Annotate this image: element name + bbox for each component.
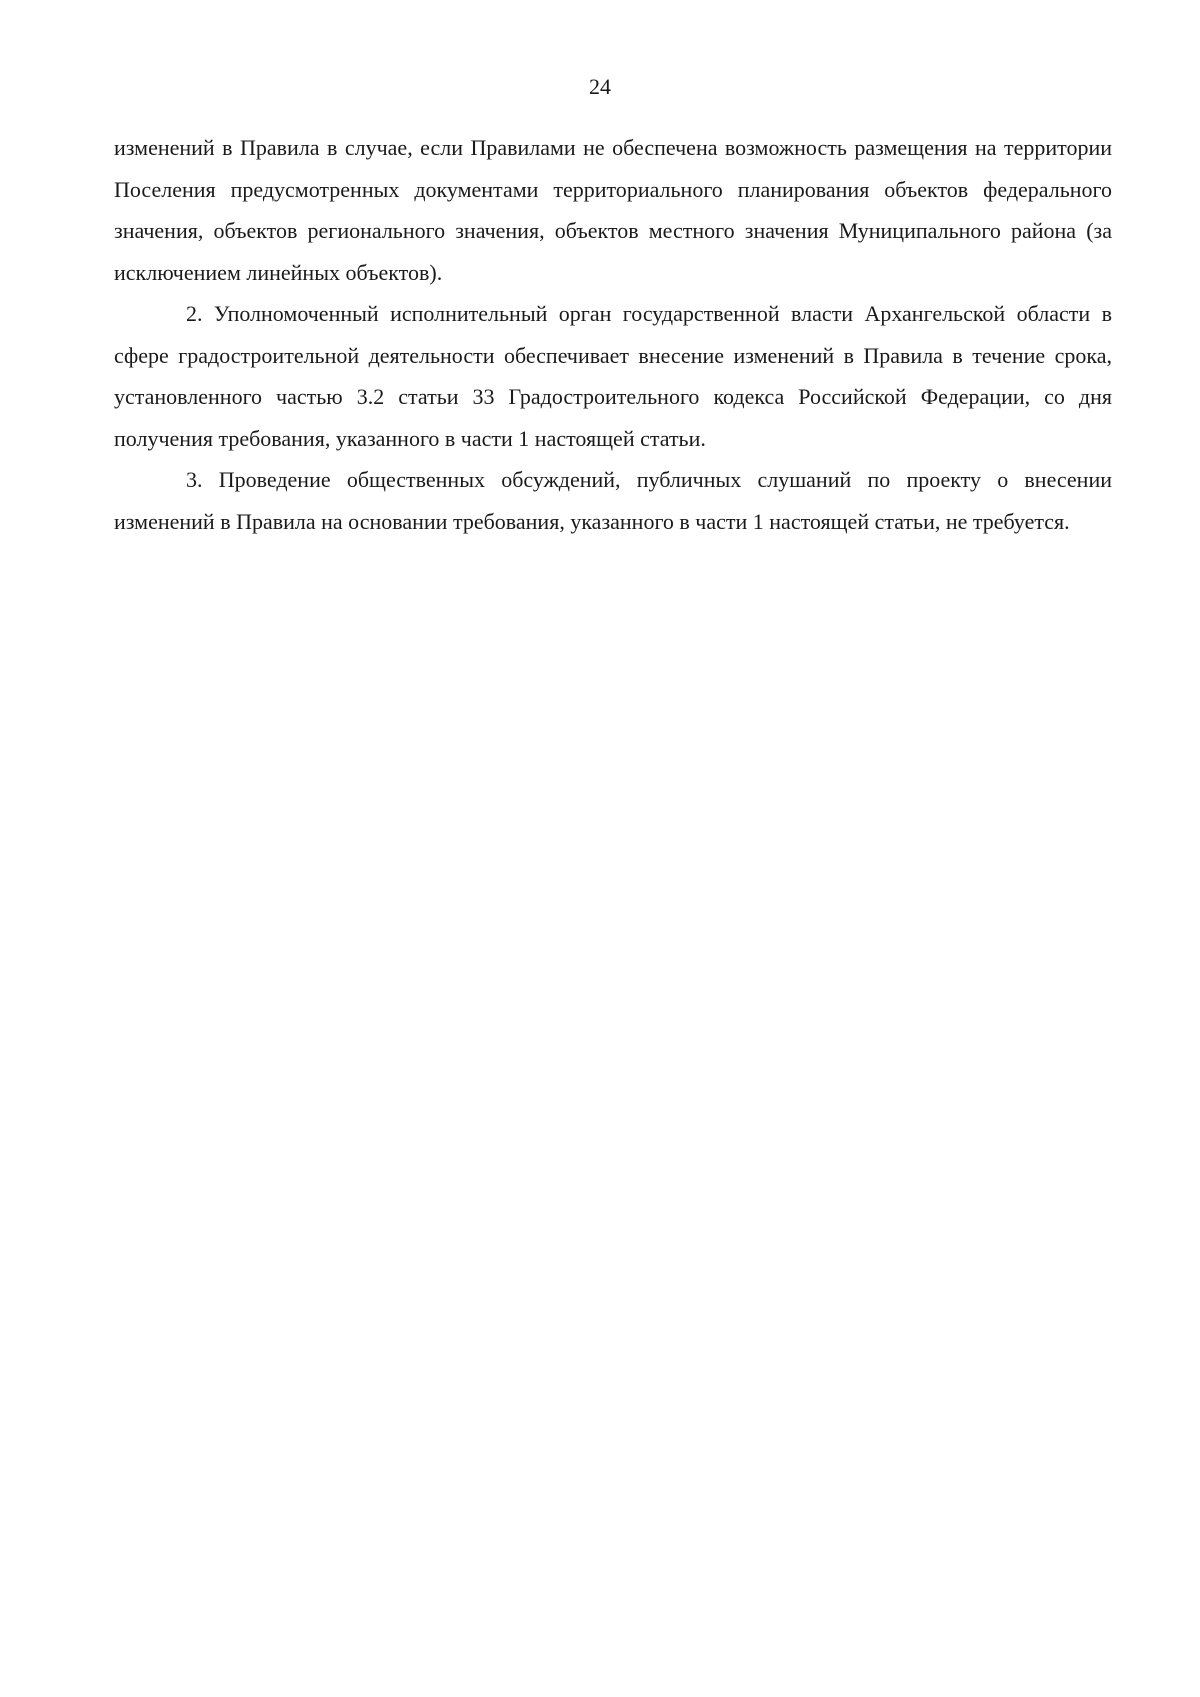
paragraph-continuation: изменений в Правила в случае, если Правилами не обеспечена возможность размещения на территории Поселения предусмотренных документами территориального планирования объектов федерального значения, объектов регионального значения, объектов местного значения Муниципального района (за исключением линейных объектов).: [114, 135, 1112, 285]
page-number: 24: [589, 74, 611, 99]
paragraph-item-3: 3. Проведение общественных обсуждений, публичных слушаний по проекту о внесении изменений в Правила на основании требования, указанного в части 1 настоящей статьи, не требуется.: [114, 467, 1112, 534]
paragraph-item-2: 2. Уполномоченный исполнительный орган государственной власти Архангельской области в сфере градостроительной деятельности обеспечивает внесение изменений в Правила в течение срока, установленного частью 3.2 статьи 33 Градостроительного кодекса Российской Федерации, со дня получения требования, указанного в части 1 настоящей статьи.: [114, 301, 1112, 451]
document-body: [114, 127, 1112, 542]
